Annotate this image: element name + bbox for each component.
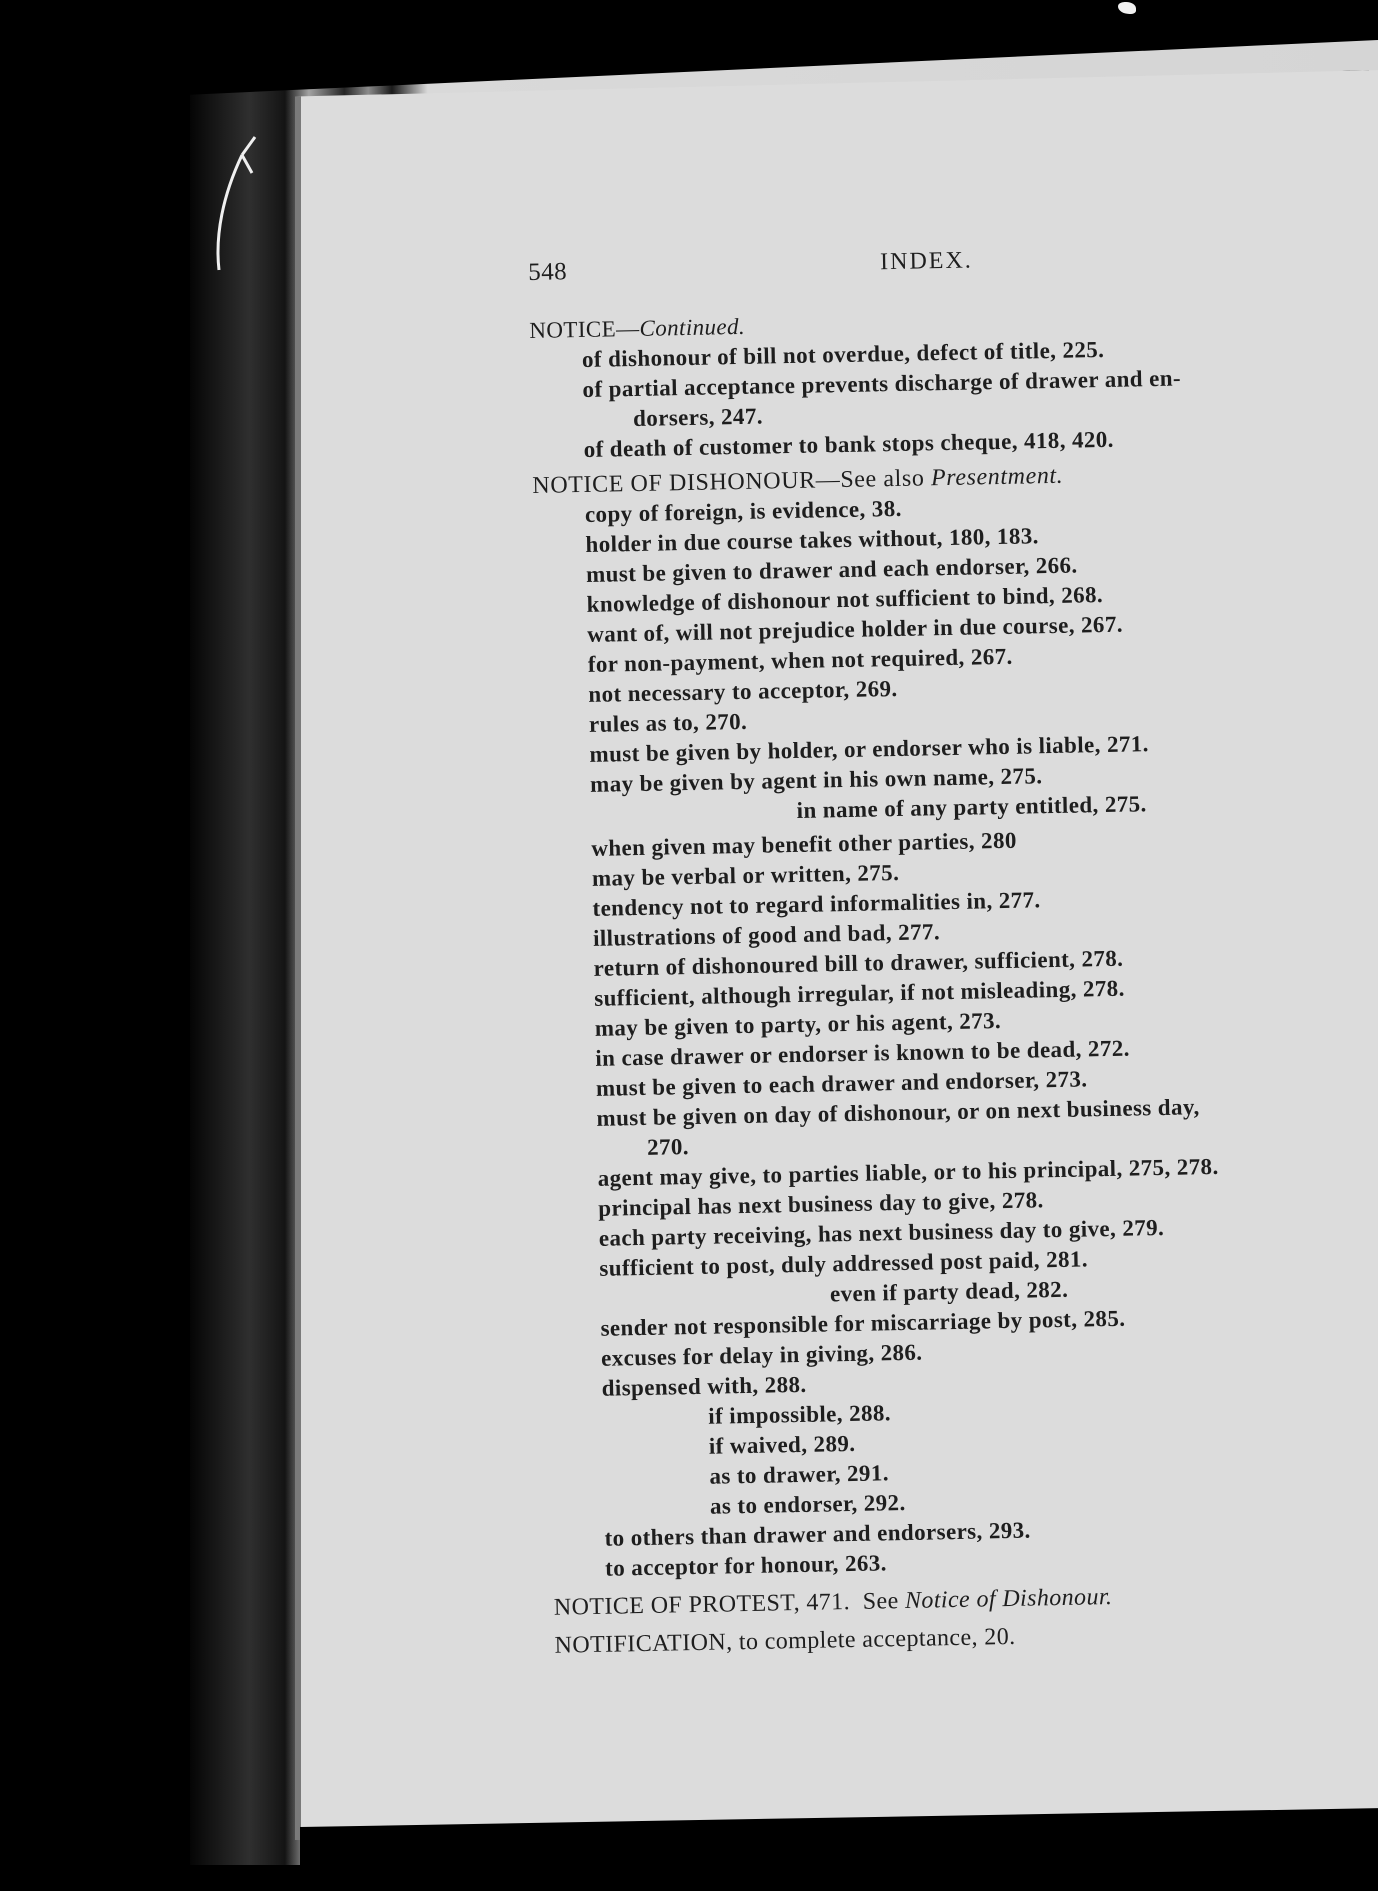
index-line: of partial acceptance prevents discharge of drawer and en- (582, 365, 1182, 402)
index-line: must be given on day of dishonour, or on next business day, (596, 1094, 1200, 1131)
index-line: sender not responsible for miscarriage by post, 285. (600, 1305, 1126, 1341)
index-line: knowledge of dishonour not sufficient to bind, 268. (586, 582, 1104, 617)
page-number: 548 (528, 258, 568, 286)
index-line: principal has next business day to give, 278. (598, 1187, 1044, 1221)
index-line: must be given by holder, or endorser who is liable, 271. (589, 731, 1150, 767)
index-line: not necessary to acceptor, 269. (588, 675, 898, 707)
index-line: return of dishonoured bill to drawer, sufficient, 278. (593, 945, 1124, 981)
index-line: excuses for delay in giving, 286. (600, 1339, 923, 1371)
index-line: may be given by agent in his own name, 275. (589, 763, 1043, 797)
index-line: tendency not to regard informalities in, 277. (592, 887, 1041, 921)
index-line: for non-payment, when not required, 267. (587, 643, 1013, 677)
index-subline: as to drawer, 291. (709, 1460, 890, 1489)
index-subline: in name of any party entitled, 275. (796, 791, 1147, 823)
index-line: must be given to each drawer and endorser, 273. (595, 1066, 1088, 1101)
running-head: INDEX. (879, 247, 974, 276)
index-line: sufficient, although irregular, if not misleading, 278. (593, 975, 1125, 1011)
notice-of-dishonour-heading: NOTICE OF DISHONOUR—See also (532, 465, 932, 499)
index-line: to others than drawer and endorsers, 293. (604, 1517, 1031, 1551)
index-line: each party receiving, has next business day to give, 279. (598, 1214, 1165, 1251)
dust-mark (1118, 2, 1136, 14)
index-line: dorsers, 247. (632, 403, 764, 432)
index-continuation: 270. (646, 1134, 690, 1160)
notice-prefix: NOTICE— (529, 315, 640, 343)
see-reference: Notice of Dishonour. (904, 1584, 1113, 1615)
index-line: agent may give, to parties liable, or to his principal, 275, 278. (597, 1153, 1219, 1191)
index-line: in case drawer or endorser is known to be dead, 272. (595, 1035, 1131, 1071)
continued-label: Continued. (639, 313, 746, 341)
index-line: of death of customer to bank stops cheque, 418, 420. (583, 426, 1115, 462)
see-also-reference: Presentment. (930, 462, 1064, 492)
index-subline: as to endorser, 292. (709, 1489, 906, 1519)
index-line: may be given to party, or his agent, 273. (594, 1008, 1002, 1041)
index-line: illustrations of good and bad, 277. (592, 919, 941, 951)
index-line: holder in due course takes without, 180, 183. (585, 523, 1039, 557)
index-line: rules as to, 270. (588, 708, 748, 737)
index-page-content (528, 242, 1378, 1658)
index-heading-notification: NOTIFICATION, to complete acceptance, 20. (554, 1623, 1016, 1659)
index-line: copy of foreign, is evidence, 38. (584, 495, 902, 527)
index-line: may be verbal or written, 275. (591, 859, 900, 891)
index-heading-notice-of-protest (554, 1577, 1378, 1623)
index-line: of dishonour of bill not overdue, defect of title, 225. (581, 336, 1105, 372)
index-entries (529, 300, 1378, 1661)
index-subline: if waived, 289. (708, 1430, 856, 1459)
index-line: must be given to drawer and each endorser, 266. (585, 552, 1078, 587)
index-line: want of, will not prejudice holder in due course, 267. (586, 611, 1124, 647)
index-subline: if impossible, 288. (708, 1400, 892, 1429)
index-line: sufficient to post, duly addressed post paid, 281. (599, 1246, 1089, 1281)
index-line: dispensed with, 288. (601, 1371, 807, 1401)
index-line: to acceptor for honour, 263. (604, 1550, 888, 1581)
index-line: when given may benefit other parties, 280 (591, 827, 1017, 861)
notice-of-protest-heading: NOTICE OF PROTEST, 471. See (553, 1588, 906, 1621)
index-subline: even if party dead, 282. (829, 1276, 1069, 1307)
